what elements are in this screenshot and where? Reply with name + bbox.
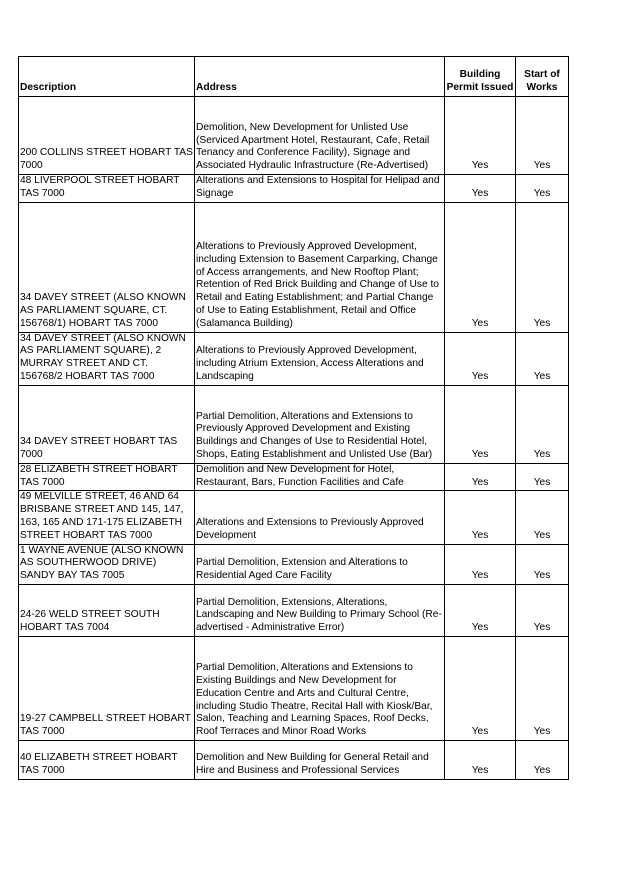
row-address: Demolition and New Development for Hotel, Restaurant, Bars, Function Facilities and Cafe: [195, 463, 445, 491]
row-start-status: Yes: [516, 544, 569, 584]
table-row: [19, 97, 569, 175]
row-start-status: Yes: [516, 202, 569, 332]
row-start-status: Yes: [516, 385, 569, 463]
row-start-status: Yes: [516, 97, 569, 175]
table-row: [19, 332, 569, 385]
row-description: 24-26 WELD STREET SOUTH HOBART TAS 7004: [19, 584, 195, 636]
row-permit-status: Yes: [445, 584, 516, 636]
table-row: [19, 202, 569, 332]
row-permit-status: Yes: [445, 636, 516, 740]
table-row: [19, 544, 569, 584]
table-row: [19, 175, 569, 203]
header-permit: Building Permit Issued: [445, 57, 516, 97]
row-address: Partial Demolition, Alterations and Extensions to Existing Buildings and New Development for Education Centre and Arts and Cultural Centre, including Studio Theatre, Recital Hall with Kiosk/Bar, Salon, Teaching and Learning Spaces, Roof Decks, Roof Terraces and Minor Road Works: [195, 636, 445, 740]
row-address: Demolition and New Building for General Retail and Hire and Business and Professional Services: [195, 740, 445, 779]
development-applications-table: [18, 56, 569, 780]
table-row: [19, 491, 569, 544]
row-description: 34 DAVEY STREET (ALSO KNOWN AS PARLIAMENT SQUARE, CT. 156768/1) HOBART TAS 7000: [19, 202, 195, 332]
row-start-status: Yes: [516, 332, 569, 385]
row-permit-status: Yes: [445, 385, 516, 463]
row-start-status: Yes: [516, 740, 569, 779]
row-start-status: Yes: [516, 463, 569, 491]
row-start-status: Yes: [516, 491, 569, 544]
row-start-status: Yes: [516, 584, 569, 636]
row-address: Demolition, New Development for Unlisted Use (Serviced Apartment Hotel, Restaurant, Cafe, Retail Tenancy and Conference Facility), Signage and Associated Hydraulic Infrastructure (Re-Advertised): [195, 97, 445, 175]
header-row: [19, 57, 569, 97]
table-row: [19, 636, 569, 740]
row-description: 19-27 CAMPBELL STREET HOBART TAS 7000: [19, 636, 195, 740]
row-description: 200 COLLINS STREET HOBART TAS 7000: [19, 97, 195, 175]
row-description: 49 MELVILLE STREET, 46 AND 64 BRISBANE STREET AND 145, 147, 163, 165 AND 171-175 ELIZABETH STREET HOBART TAS 7000: [19, 491, 195, 544]
row-address: Alterations to Previously Approved Development, including Atrium Extension, Access Alterations and Landscaping: [195, 332, 445, 385]
row-start-status: Yes: [516, 636, 569, 740]
row-address: Alterations and Extensions to Previously Approved Development: [195, 491, 445, 544]
header-address: Address: [195, 57, 445, 97]
row-address: Partial Demolition, Extension and Alterations to Residential Aged Care Facility: [195, 544, 445, 584]
row-description: 34 DAVEY STREET (ALSO KNOWN AS PARLIAMENT SQUARE), 2 MURRAY STREET AND CT. 156768/2 HOBART TAS 7000: [19, 332, 195, 385]
row-permit-status: Yes: [445, 491, 516, 544]
row-description: 34 DAVEY STREET HOBART TAS 7000: [19, 385, 195, 463]
row-start-status: Yes: [516, 175, 569, 203]
table-row: [19, 463, 569, 491]
row-permit-status: Yes: [445, 332, 516, 385]
row-description: 1 WAYNE AVENUE (ALSO KNOWN AS SOUTHERWOOD DRIVE) SANDY BAY TAS 7005: [19, 544, 195, 584]
row-permit-status: Yes: [445, 202, 516, 332]
row-permit-status: Yes: [445, 544, 516, 584]
row-description: 40 ELIZABETH STREET HOBART TAS 7000: [19, 740, 195, 779]
row-address: Alterations and Extensions to Hospital for Helipad and Signage: [195, 175, 445, 203]
row-permit-status: Yes: [445, 463, 516, 491]
row-permit-status: Yes: [445, 740, 516, 779]
header-description: Description: [19, 57, 195, 97]
row-address: Alterations to Previously Approved Development, including Extension to Basement Carparking, Change of Access arrangements, and New Rooftop Plant; Retention of Red Brick Building and Change of Use to Retail and Eating Establishment; and Partial Change of Use to Eating Establishment, Retail and Office (Salamanca Building): [195, 202, 445, 332]
table-row: [19, 584, 569, 636]
row-permit-status: Yes: [445, 175, 516, 203]
row-address: Partial Demolition, Extensions, Alterations, Landscaping and New Building to Primary School (Re-advertised - Administrative Error): [195, 584, 445, 636]
row-description: 28 ELIZABETH STREET HOBART TAS 7000: [19, 463, 195, 491]
table-row: [19, 385, 569, 463]
table-row: [19, 740, 569, 779]
row-address: Partial Demolition, Alterations and Extensions to Previously Approved Development and Existing Buildings and Changes of Use to Residential Hotel, Shops, Eating Establishment and Unlisted Use (Bar): [195, 385, 445, 463]
row-description: 48 LIVERPOOL STREET HOBART TAS 7000: [19, 175, 195, 203]
row-permit-status: Yes: [445, 97, 516, 175]
header-start: Start of Works: [516, 57, 569, 97]
